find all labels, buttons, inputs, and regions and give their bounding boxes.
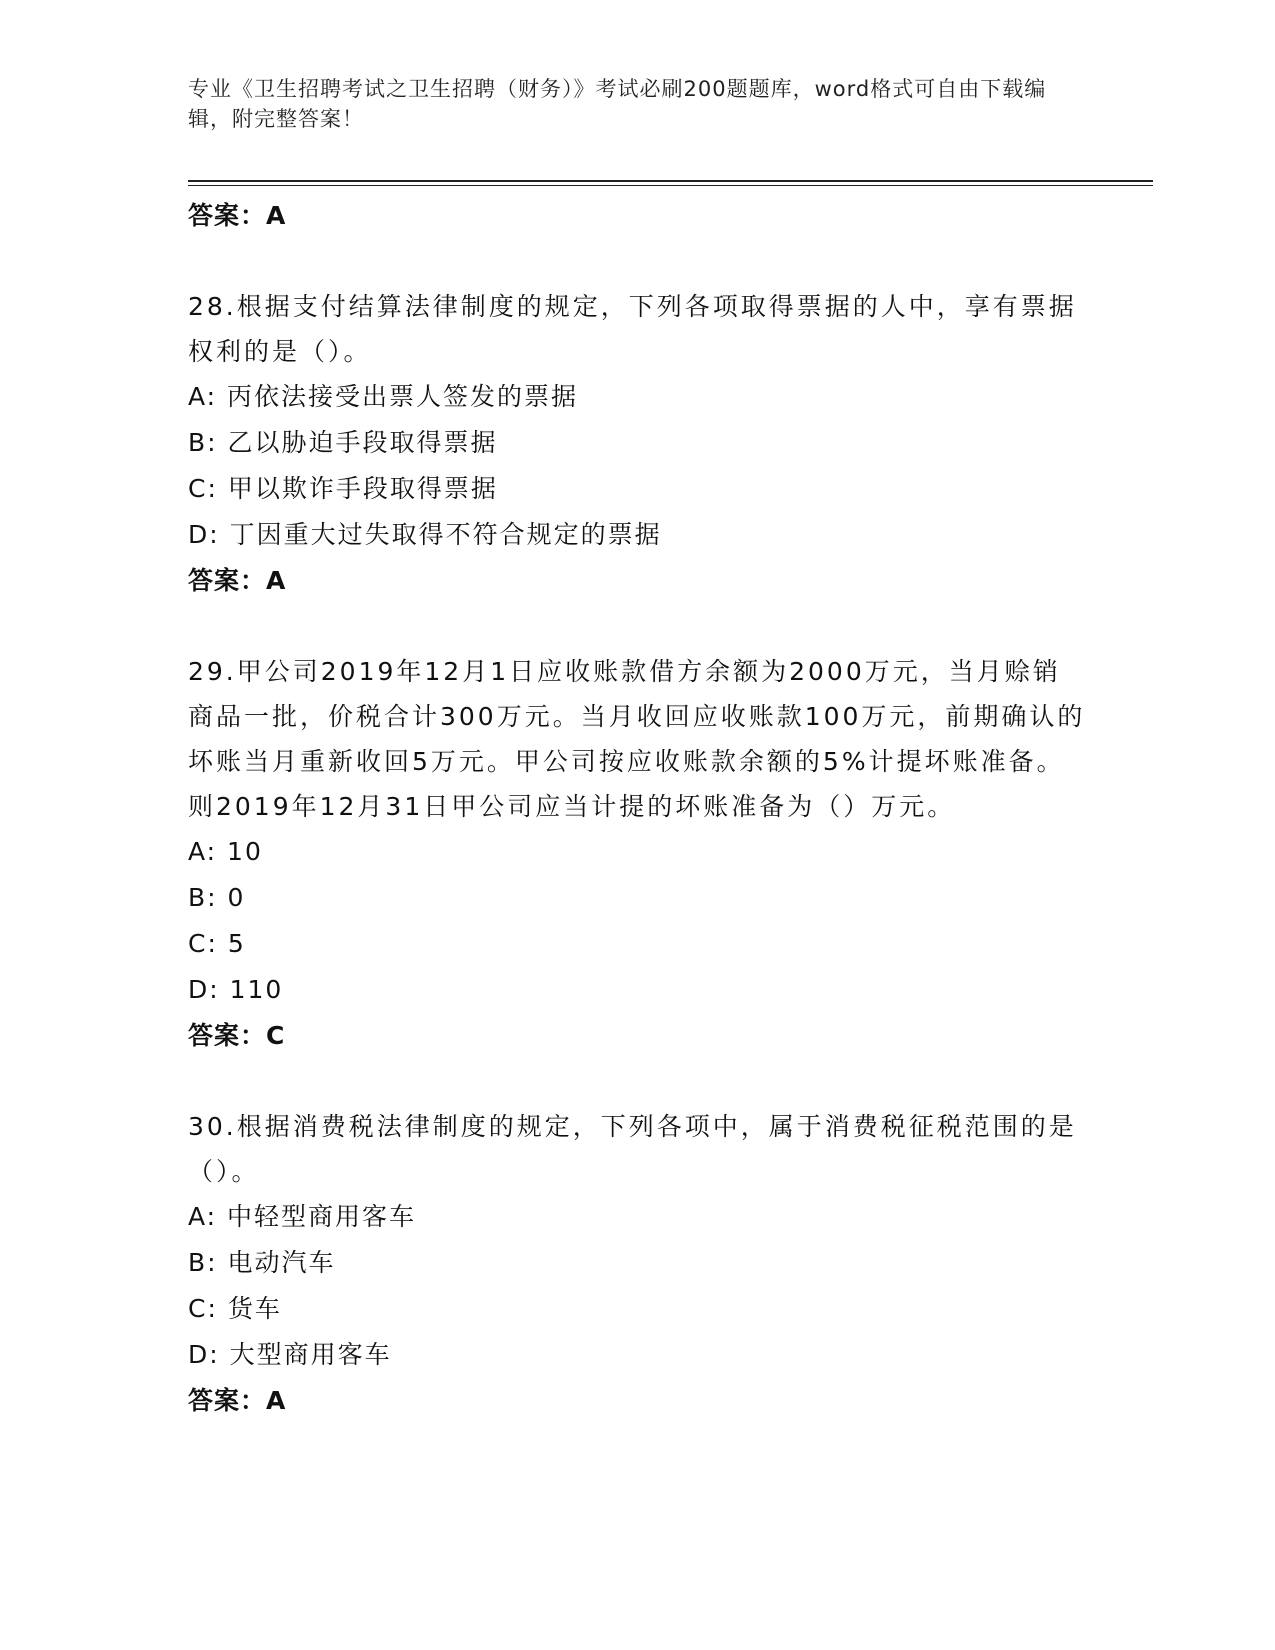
option-b: B: 乙以胁迫手段取得票据 xyxy=(188,428,498,457)
option-c: C: 货车 xyxy=(188,1294,282,1323)
question-stem: 30.根据消费税法律制度的规定，下列各项中，属于消费税征税范围的是（）。 xyxy=(188,1112,1077,1186)
previous-answer: 答案：A xyxy=(188,201,287,230)
option-d: D: 110 xyxy=(188,975,284,1004)
option-b: B: 电动汽车 xyxy=(188,1248,336,1277)
answer: 答案：A xyxy=(188,1386,287,1415)
question-stem: 28.根据支付结算法律制度的规定，下列各项取得票据的人中，享有票据权利的是（）。 xyxy=(188,292,1077,366)
option-d: D: 丁因重大过失取得不符合规定的票据 xyxy=(188,520,662,549)
option-a: A: 中轻型商用客车 xyxy=(188,1202,417,1231)
page-header: 专业《卫生招聘考试之卫生招聘（财务）》考试必刷200题题库，word格式可自由下载编辑，附完整答案！ xyxy=(188,77,1047,131)
spacer xyxy=(188,239,1088,284)
header-rule-thick xyxy=(188,180,1153,182)
option-d: D: 大型商用客车 xyxy=(188,1340,392,1369)
header-rule-thin xyxy=(188,185,1153,186)
spacer xyxy=(188,1059,1088,1104)
question-block xyxy=(188,1104,1088,1424)
question-block xyxy=(188,284,1088,604)
option-c: C: 甲以欺诈手段取得票据 xyxy=(188,474,498,503)
spacer xyxy=(188,604,1088,649)
option-c: C: 5 xyxy=(188,929,246,958)
option-a: A: 10 xyxy=(188,837,263,866)
question-block xyxy=(188,649,1088,1059)
answer: 答案：A xyxy=(188,566,287,595)
document-body xyxy=(188,193,1088,1424)
option-b: B: 0 xyxy=(188,883,246,912)
option-a: A: 丙依法接受出票人签发的票据 xyxy=(188,382,579,411)
question-stem: 29.甲公司2019年12月1日应收账款借方余额为2000万元，当月赊销商品一批，价税合计300万元。当月收回应收账款100万元，前期确认的坏账当月重新收回5万元。甲公司按应收账款余额的5%计提坏账准备。则2019年12月31日甲公司应当计提的坏账准备为（）万元。 xyxy=(188,657,1086,821)
answer: 答案：C xyxy=(188,1021,286,1050)
